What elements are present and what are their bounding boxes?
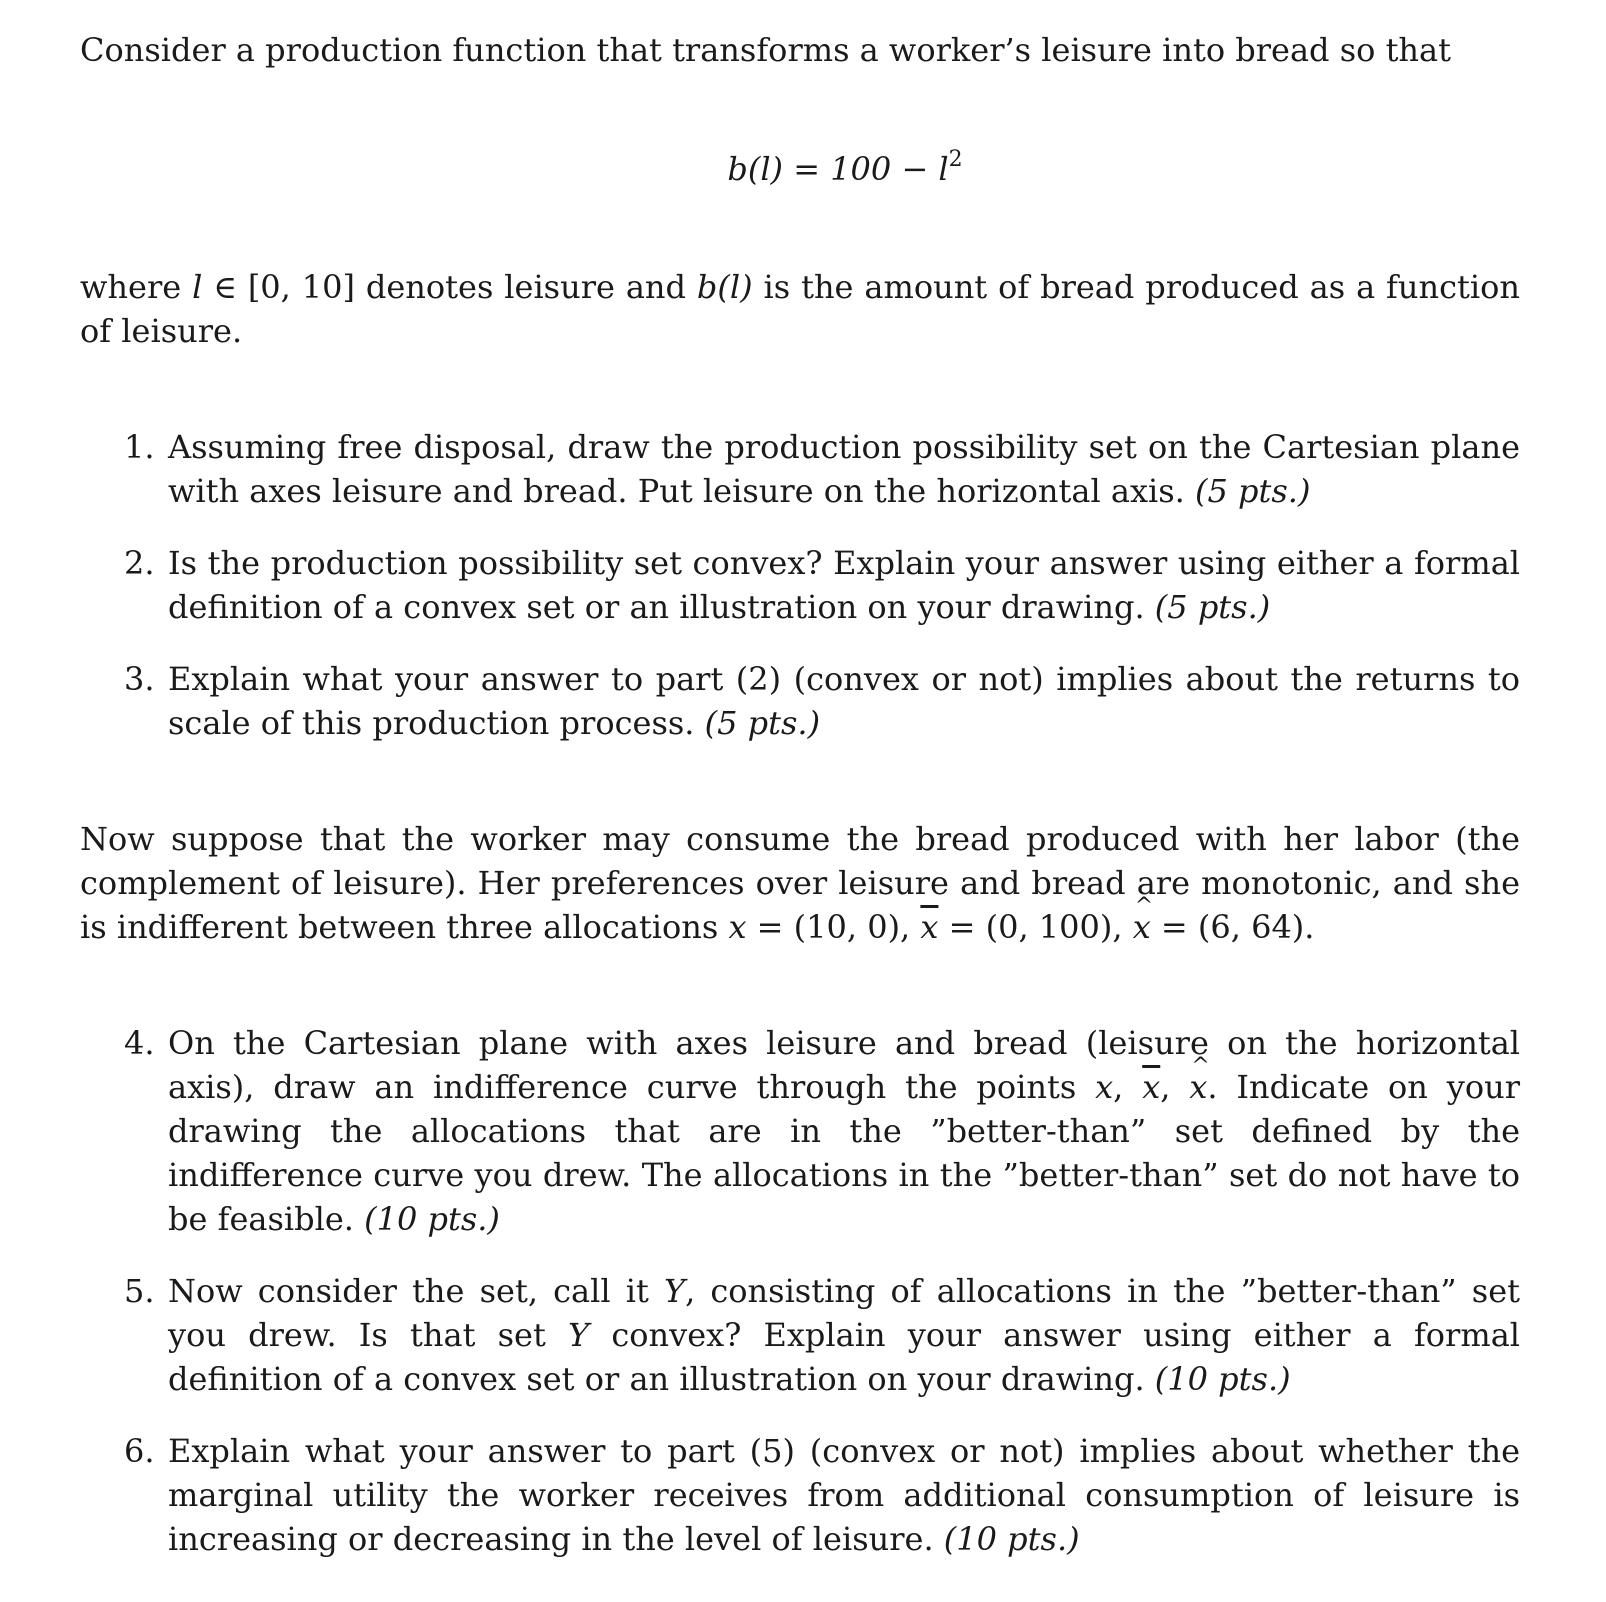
question-number: 4.	[124, 1024, 155, 1062]
question-points: (10 pts.)	[1154, 1360, 1291, 1398]
equation-exponent: 2	[948, 147, 963, 172]
question-list-preferences	[80, 1021, 1520, 1561]
question-number: 6.	[124, 1432, 155, 1470]
question-text: Is the production possibility set convex? Explain your answer using either a formal definition of a convex set or an illustration on your drawing.	[168, 544, 1520, 626]
question-3	[80, 657, 1520, 745]
preferences-paragraph: Now suppose that the worker may consume the bread produced with her labor (the complement of leisure). Her preferences over leisure and bread are monotonic, and she is indifferent between three allocations x = (10, 0), $\overline{x} = (0$, 100), x ^ = (6, 64).	[80, 817, 1520, 949]
question-points: (10 pts.)	[364, 1200, 500, 1238]
question-4: 4. On the Cartesian plane with axes leisure and bread (leisure on the horizontal axis), draw an indifference curve through the points x, $\overline{x}$, x ^. Indicate on your drawing the allocations that are in the ”better-than” set defined by the indifference curve you drew. The allocations in the ”better-than” set do not have to be feasible. (10 pts.)	[80, 1021, 1520, 1241]
question-points: (5 pts.)	[704, 704, 821, 742]
var-bl: b(l)	[696, 268, 753, 306]
problem-document	[80, 28, 1520, 1561]
set-y: Y	[568, 1316, 590, 1354]
question-2	[80, 541, 1520, 629]
var-l: l	[192, 268, 203, 306]
equation-rhs: 100 − l	[830, 150, 949, 188]
question-number: 5.	[124, 1272, 155, 1310]
question-points: (5 pts.)	[1194, 472, 1311, 510]
question-1	[80, 425, 1520, 513]
question-list-production	[80, 425, 1520, 745]
equation-lhs: b(l)	[727, 150, 784, 188]
question-points: (5 pts.)	[1154, 588, 1271, 626]
set-y: Y	[663, 1272, 686, 1310]
alloc-x: x	[728, 908, 747, 946]
alloc-x-hat: x ^	[1133, 905, 1151, 949]
question-number: 3.	[124, 660, 155, 698]
where-paragraph: where l ∈ [0, 10] denotes leisure and b(l) is the amount of bread produced as a function of leisure.	[80, 268, 1520, 350]
question-number: 2.	[124, 544, 155, 582]
question-number: 1.	[124, 428, 155, 466]
equation-equals: =	[793, 150, 821, 188]
intro-paragraph: Consider a production function that transforms a worker’s leisure into bread so that	[80, 31, 1451, 69]
question-6	[80, 1429, 1520, 1561]
alloc-x-bar: $\overline{x}$	[920, 908, 939, 946]
question-points: (10 pts.)	[943, 1520, 1080, 1558]
production-function-equation	[80, 147, 1520, 191]
question-text: Explain what your answer to part (2) (convex or not) implies about the returns to scale of this production process.	[168, 660, 1520, 742]
question-text: Assuming free disposal, draw the production possibility set on the Cartesian plane with axes leisure and bread. Put leisure on the horizontal axis.	[168, 428, 1520, 510]
question-5: 5. Now consider the set, call it Y, consisting of allocations in the ”better-than” set you drew. Is that set Y convex? Explain your answer using either a formal definition of a convex set or an illustration on your drawing. (10 pts.)	[80, 1269, 1520, 1401]
point-x-bar: $\overline{x}$	[1142, 1068, 1161, 1106]
point-x-hat: x ^	[1189, 1065, 1207, 1109]
point-x: x	[1095, 1068, 1114, 1106]
question-text: Explain what your answer to part (5) (convex or not) implies about whether the marginal utility the worker receives from additional consumption of leisure is increasing or decreasing in the level of leisure.	[168, 1432, 1520, 1558]
